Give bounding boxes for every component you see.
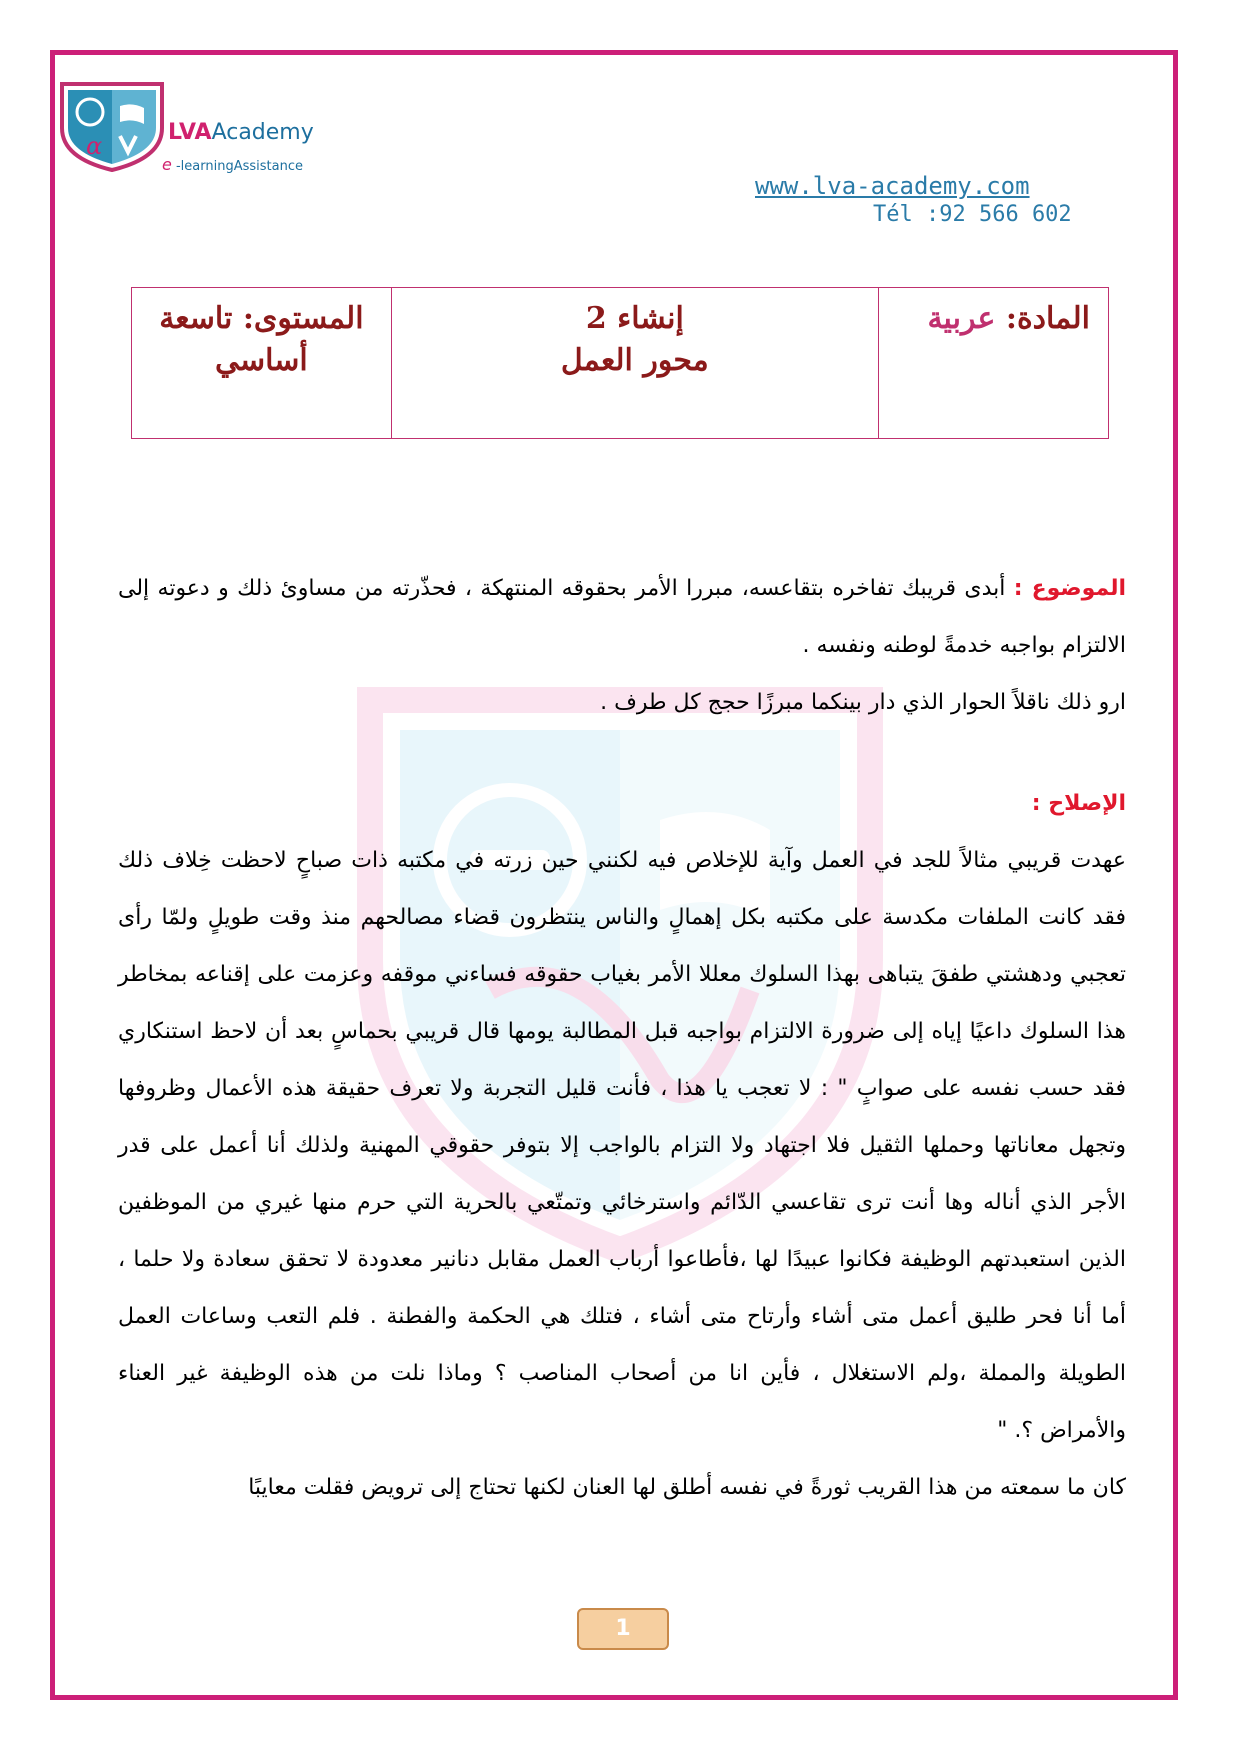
info-table — [131, 287, 1109, 439]
tagline-e: e — [162, 155, 172, 174]
brand-tagline — [162, 155, 303, 174]
essay-title: إنشاء 2 — [585, 301, 684, 336]
topic-text: أبدى قريبك تفاخره بتقاعسه، مبررا الأمر بحقوقه المنتهكة ، فحذّرته من مساوئ ذلك و دعوته إلى الالتزام بواجبه خدمةً لوطنه ونفسه . — [118, 576, 1126, 658]
correction-last-line: كان ما سمعته من هذا القريب ثورةً في نفسه أطلق لها العنان لكنها تحتاج إلى ترويض فقلت معايبًا — [248, 1475, 1126, 1500]
topic-label: الموضوع : — [1013, 576, 1126, 601]
correction-heading: الإصلاح : — [1031, 791, 1126, 816]
level-value: أساسي — [215, 343, 308, 378]
document-body — [118, 560, 1126, 1516]
instruction-paragraph: ارو ذلك ناقلاً الحوار الذي دار بينكما مبرزًا حجج كل طرف . — [600, 690, 1126, 715]
brand-suffix: Academy — [211, 120, 314, 145]
lva-logo-icon — [58, 80, 166, 172]
brand-name — [168, 120, 314, 145]
website-link[interactable]: www.lva-academy.com — [755, 172, 1030, 200]
page-number-badge: 1 — [577, 1608, 669, 1650]
essay-theme: محور العمل — [560, 343, 709, 378]
svg-text:α: α — [86, 132, 103, 160]
subject-label: المادة: — [1005, 301, 1090, 336]
phone-number: Tél :92 566 602 — [873, 202, 1072, 227]
level-cell — [132, 288, 392, 439]
correction-body: عهدت قريبي مثالاً للجد في العمل وآية للإخلاص فيه لكنني حين زرته في مكتبه ذات صباحٍ لاحظت خِلاف ذلك فقد كانت الملفات مكدسة على مكتبه بكل إهمالٍ والناس ينتظرون قضاء مصالحهم منذ وقت طويلٍ ولمّا رأى تعجبي ودهشتي طفقَ يتباهى بهذا السلوك معللا الأمر بغياب حقوقه فساءني موقفه وعزمت على إقناعه بمخاطر هذا السلوك داعيًا إياه إلى ضرورة الالتزام بواجبه قبل المطالبة يومها قال قريبي بحماسٍ بعد أن لاحظ استنكاري فقد حسب نفسه على صوابٍ " : لا تعجب يا هذا ، فأنت قليل التجربة ولا تعرف حقيقة هذه الأعمال وظروفها وتجهل معاناتها وحملها الثقيل فلا اجتهاد ولا التزام بالواجب إلا بتوفر حقوقي المهنية ولذلك أنا أعمل على قدر الأجر الذي أناله وها أنت ترى تقاعسي الدّائم واسترخائي وتمتّعي بالحرية التي حرم منها غيري من الموظفين الذين استعبدتهم الوظيفة فكانوا عبيدًا لها ،فأطاعوا أرباب العمل مقابل دنانير معدودة لا تحقق سعادة ولا حلما ، أما أنا فحر طليق أعمل متى أشاء وأرتاح متى أشاء ، فتلك هي الحكمة والفطنة . فلم التعب وساعات العمل الطويلة والمملة ،ولم الاستغلال ، فأين انا من أصحاب المناصب ؟ وماذا نلت من هذه الوظيفة غير العناء والأمراض ؟. " — [118, 848, 1126, 1443]
subject-value: عربية — [927, 301, 996, 336]
brand-prefix: LVA — [168, 120, 212, 145]
title-cell — [391, 288, 878, 439]
topic-paragraph — [118, 560, 1126, 674]
level-label: المستوى: تاسعة — [159, 301, 364, 336]
tagline-text: -learningAssistance — [171, 159, 303, 174]
subject-cell — [878, 288, 1108, 439]
contact-block — [755, 172, 1072, 227]
